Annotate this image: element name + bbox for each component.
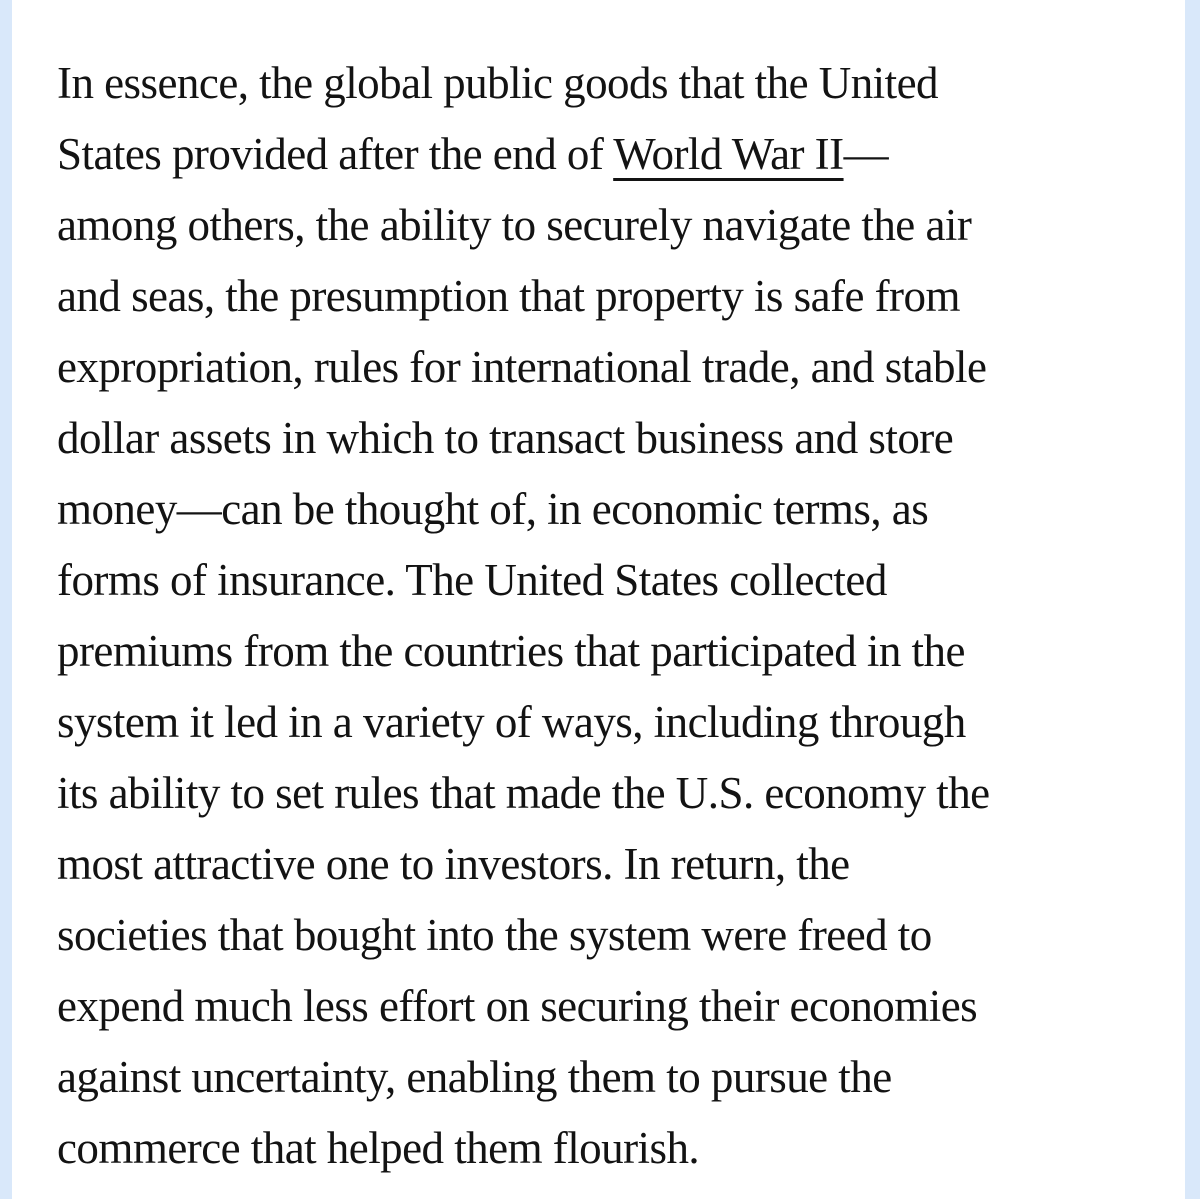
right-page-margin [1185, 0, 1200, 1199]
text-segment: dollar assets in which to transact business and store [57, 413, 954, 463]
text-segment: forms of insurance. The United States collected [57, 555, 887, 605]
text-segment: In essence, the global public goods that the United [57, 58, 938, 108]
text-line [57, 474, 1140, 545]
text-line [57, 190, 1140, 261]
text-segment: societies that bought into the system were freed to [57, 910, 932, 960]
text-segment: its ability to set rules that made the U.S. economy the [57, 768, 990, 818]
text-segment: premiums from the countries that participated in the [57, 626, 965, 676]
text-segment: and seas, the presumption that property is safe from [57, 271, 960, 321]
text-line [57, 971, 1140, 1042]
text-line [57, 1113, 1140, 1184]
text-segment: expend much less effort on securing their economies [57, 981, 978, 1031]
text-line [57, 545, 1140, 616]
text-line [57, 119, 1140, 190]
text-segment: among others, the ability to securely navigate the air [57, 200, 972, 250]
text-line [57, 758, 1140, 829]
text-line [57, 261, 1140, 332]
text-segment: States provided after the end of [57, 129, 614, 179]
text-line [57, 403, 1140, 474]
text-line [57, 687, 1140, 758]
text-segment: expropriation, rules for international trade, and stable [57, 342, 987, 392]
text-segment: — [843, 129, 889, 179]
article-paragraph [57, 48, 1140, 1184]
text-line [57, 829, 1140, 900]
text-line [57, 332, 1140, 403]
left-page-margin [0, 0, 12, 1199]
text-line [57, 1042, 1140, 1113]
text-line [57, 48, 1140, 119]
text-segment: most attractive one to investors. In return, the [57, 839, 850, 889]
text-segment: system it led in a variety of ways, including through [57, 697, 966, 747]
text-segment: money—can be thought of, in economic terms, as [57, 484, 929, 534]
text-line [57, 900, 1140, 971]
text-segment: commerce that helped them flourish. [57, 1123, 700, 1173]
text-line [57, 616, 1140, 687]
world-war-ii-link[interactable]: World War II [613, 129, 844, 179]
text-segment: against uncertainty, enabling them to pursue the [57, 1052, 892, 1102]
